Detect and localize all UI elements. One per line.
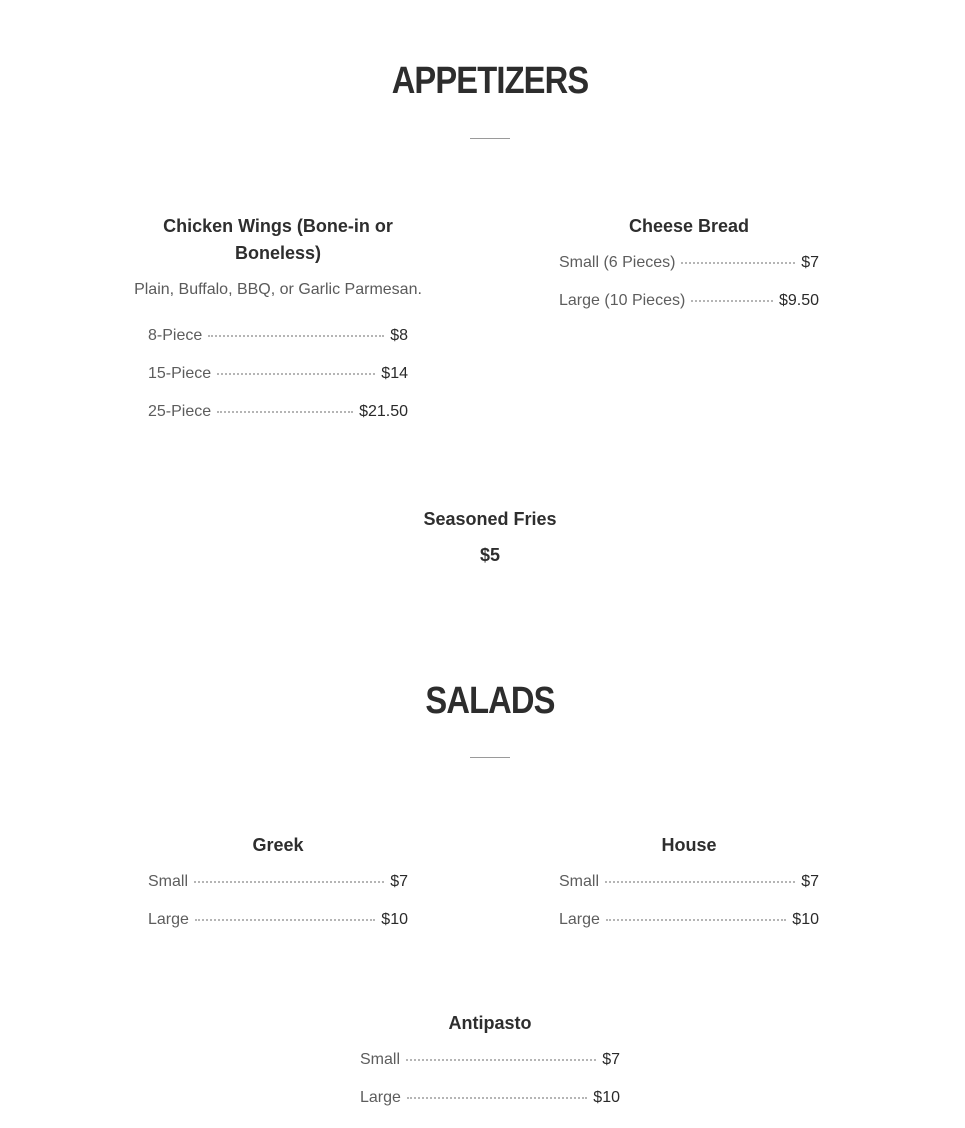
price-label: Small <box>559 873 600 890</box>
menu-item-house <box>559 832 819 939</box>
dot-leader <box>195 919 375 921</box>
price-value: $14 <box>381 365 408 382</box>
dot-leader <box>606 919 786 921</box>
section-title-salads: SALADS <box>425 680 555 722</box>
price-label: Large <box>360 1089 401 1106</box>
menu-item-seasoned-fries <box>360 506 620 566</box>
price-row <box>559 244 819 282</box>
dot-leader <box>407 1097 587 1099</box>
price-row <box>148 317 408 355</box>
price-value: $7 <box>602 1051 620 1068</box>
price-value: $10 <box>381 911 408 928</box>
price-value: $9.50 <box>778 292 819 309</box>
menu-item-antipasto <box>360 1010 620 1117</box>
item-title: Chicken Wings (Bone-in or Boneless) <box>163 216 393 263</box>
price-label: 25-Piece <box>148 403 212 420</box>
item-title: Cheese Bread <box>628 216 750 236</box>
item-description: Plain, Buffalo, BBQ, or Garlic Parmesan. <box>134 281 422 298</box>
price-value: $7 <box>390 873 408 890</box>
item-title: House <box>661 835 717 855</box>
price-label: Small <box>148 873 189 890</box>
dot-leader <box>217 373 375 375</box>
section-divider <box>470 138 510 139</box>
price-label: Large (10 Pieces) <box>559 292 686 309</box>
item-price: $5 <box>479 545 501 565</box>
price-row <box>559 863 819 901</box>
dot-leader <box>217 411 353 413</box>
dot-leader <box>208 335 384 337</box>
dot-leader <box>406 1059 596 1061</box>
price-label: 8-Piece <box>148 327 203 344</box>
price-row <box>148 863 408 901</box>
price-value: $10 <box>792 911 819 928</box>
item-title: Antipasto <box>448 1013 532 1033</box>
price-value: $10 <box>593 1089 620 1106</box>
price-label: Large <box>559 911 600 928</box>
price-label: Small <box>360 1051 401 1068</box>
section-divider <box>470 757 510 758</box>
price-row <box>148 901 408 939</box>
price-row <box>360 1079 620 1117</box>
price-row <box>360 1041 620 1079</box>
dot-leader <box>194 881 384 883</box>
price-row <box>559 282 819 320</box>
dot-leader <box>681 262 795 264</box>
price-value: $8 <box>390 327 408 344</box>
price-value: $7 <box>801 254 819 271</box>
section-title-appetizers: APPETIZERS <box>391 60 589 102</box>
price-label: Large <box>148 911 189 928</box>
price-value: $7 <box>801 873 819 890</box>
price-label: 15-Piece <box>148 365 212 382</box>
price-value: $21.50 <box>359 403 408 420</box>
price-row <box>559 901 819 939</box>
item-title: Greek <box>252 835 304 855</box>
dot-leader <box>691 300 773 302</box>
dot-leader <box>605 881 795 883</box>
price-row <box>148 355 408 393</box>
menu-item-cheese-bread <box>559 213 819 320</box>
price-row <box>148 393 408 431</box>
item-title: Seasoned Fries <box>423 509 557 529</box>
menu-item-greek <box>148 832 408 939</box>
price-label: Small (6 Pieces) <box>559 254 676 271</box>
menu-item-chicken-wings <box>134 213 422 431</box>
